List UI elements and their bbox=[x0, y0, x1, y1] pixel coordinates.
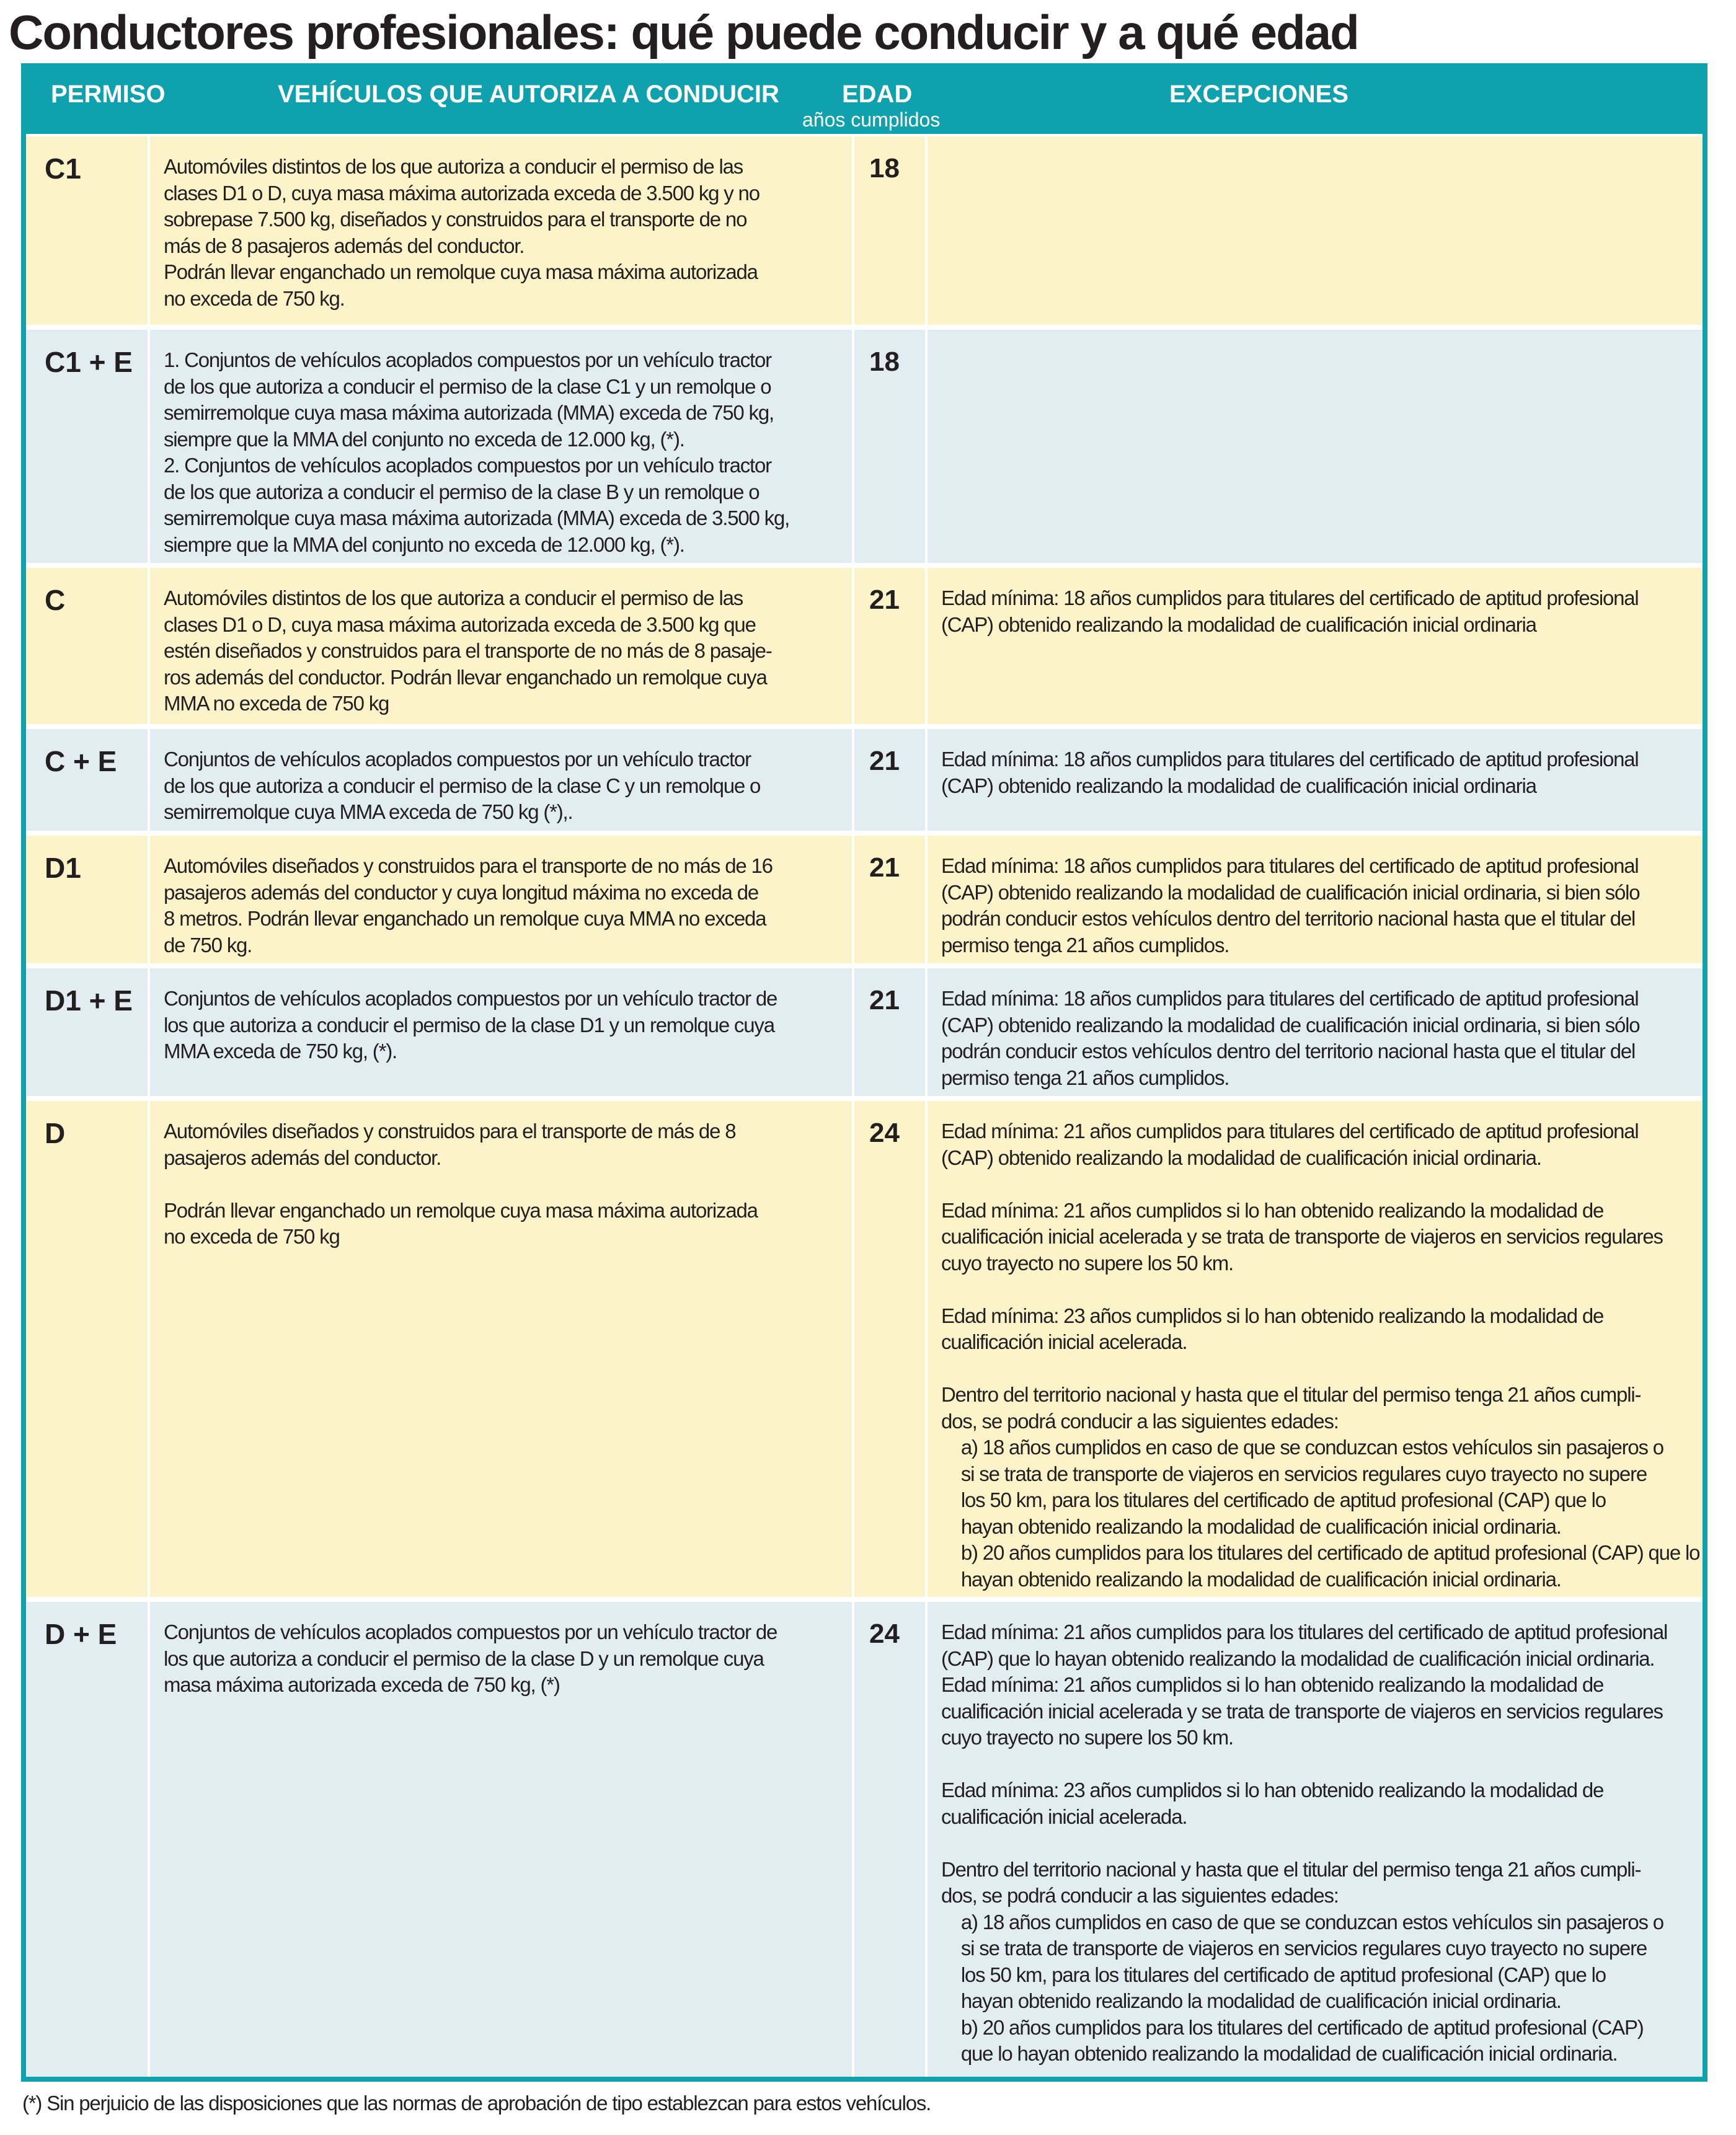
exceptions-text: Edad mínima: 21 años cumplidos para titulares del certificado de aptitud profesional (CAP) obtenido realizando la modalidad de cualificación inicial ordinaria. Edad mínima: 21 años cumplidos si lo han obtenido realizando la modalidad de cualificación inicial acelerada y se trata de transporte de viajeros en servicios regulares cuyo trayecto no supere los 50 km. Edad mínima: 23 años cumplidos si lo han obtenido realizando la modalidad de cualificación inicial acelerada. Dentro del territorio nacional y hasta que el titular del permiso tenga 21 años cumpli- dos, se podrá conducir a las siguientes edades: a) 18 años cumplidos en caso de que se conduzcan estos vehículos sin pasajeros o si se trata de transporte de viajeros en servicios regulares cuyo trayecto no supere los 50 km, para los titulares del certificado de aptitud profesional (CAP) que lo hayan obtenido realizando la modalidad de cualificación inicial ordinaria. b) 20 años cumplidos para los titulares del certificado de aptitud profesional (CAP) que lo hayan obtenido realizando la modalidad de cualificación inicial ordinaria. bbox=[941, 1120, 1700, 1591]
footnote: (*) Sin perjuicio de las disposiciones que las normas de aprobación de tipo establezcan para estos vehículos. bbox=[22, 2092, 931, 2115]
permit-cell bbox=[26, 136, 148, 325]
permit-cell bbox=[26, 968, 148, 1096]
table-row bbox=[26, 1101, 1703, 1602]
table-row bbox=[26, 330, 1703, 568]
vehicles-cell bbox=[150, 968, 852, 1096]
permit-code: D1 bbox=[45, 852, 81, 884]
age-cell bbox=[854, 836, 925, 963]
vehicles-cell bbox=[150, 330, 852, 563]
exceptions-cell bbox=[928, 1602, 1703, 2077]
page-title: Conductores profesionales: qué puede conducir y a qué edad bbox=[9, 5, 1358, 60]
table-header bbox=[26, 68, 1703, 134]
permit-code: C1 + E bbox=[45, 346, 133, 378]
age-cell bbox=[854, 1602, 925, 2077]
header-edad-sub: años cumplidos bbox=[802, 108, 941, 131]
age-cell bbox=[854, 330, 925, 563]
vehicles-cell bbox=[150, 136, 852, 325]
min-age: 24 bbox=[869, 1619, 900, 1649]
exceptions-text: Edad mínima: 21 años cumplidos para los titulares del certificado de aptitud profesional (CAP) que lo hayan obtenido realizando la modalidad de cualificación inicial ordinaria. Edad mínima: 21 años cumplidos si lo han obtenido realizando la modalidad de cualificación inicial acelerada y se trata de transporte de viajeros en servicios regulares cuyo trayecto no supere los 50 km. Edad mínima: 23 años cumplidos si lo han obtenido realizando la modalidad de cualificación inicial acelerada. Dentro del territorio nacional y hasta que el titular del permiso tenga 21 años cumpli- dos, se podrá conducir a las siguientes edades: a) 18 años cumplidos en caso de que se conduzcan estos vehículos sin pasajeros o si se trata de transporte de viajeros en servicios regulares cuyo trayecto no supere los 50 km, para los titulares del certificado de aptitud profesional (CAP) que lo hayan obtenido realizando la modalidad de cualificación inicial ordinaria. b) 20 años cumplidos para los titulares del certificado de aptitud profesional (CAP) que lo hayan obtenido realizando la modalidad de cualificación inicial ordinaria. bbox=[941, 1620, 1668, 2065]
permit-cell bbox=[26, 729, 148, 831]
vehicles-cell bbox=[150, 1602, 852, 2077]
exceptions-cell bbox=[928, 729, 1703, 831]
vehicles-text: Automóviles distintos de los que autoriza a conducir el permiso de las clases D1 o D, cuya masa máxima autorizada exceda de 3.500 kg y no sobrepase 7.500 kg, diseñados y construidos para el transporte de no más de 8 pasajeros además del conductor. Podrán llevar enganchado un remolque cuya masa máxima autorizada no exceda de 750 kg. bbox=[164, 155, 760, 310]
exceptions-cell bbox=[928, 568, 1703, 724]
header-vehiculos: VEHÍCULOS QUE AUTORIZA A CONDUCIR bbox=[278, 81, 779, 108]
age-cell bbox=[854, 968, 925, 1096]
table-row bbox=[26, 568, 1703, 729]
permit-cell bbox=[26, 1101, 148, 1597]
permit-code: C1 bbox=[45, 152, 81, 185]
exceptions-text: Edad mínima: 18 años cumplidos para titulares del certificado de aptitud profesional (CAP) obtenido realizando la modalidad de cualificación inicial ordinaria bbox=[941, 586, 1639, 636]
exceptions-cell bbox=[928, 136, 1703, 325]
vehicles-cell bbox=[150, 1101, 852, 1597]
min-age: 21 bbox=[869, 746, 900, 776]
min-age: 18 bbox=[869, 347, 900, 377]
exceptions-text: Edad mínima: 18 años cumplidos para titulares del certificado de aptitud profesional (CAP) obtenido realizando la modalidad de cualificación inicial ordinaria, si bien sólo podrán conducir estos vehículos dentro del territorio nacional hasta que el titular del permiso tenga 21 años cumplidos. bbox=[941, 987, 1640, 1089]
age-cell bbox=[854, 1101, 925, 1597]
permit-code: D + E bbox=[45, 1618, 117, 1650]
age-cell bbox=[854, 568, 925, 724]
table-row bbox=[26, 1602, 1703, 2077]
vehicles-text: Conjuntos de vehículos acoplados compuestos por un vehículo tractor de los que autoriza a conducir el permiso de la clase C y un remolque o semirremolque cuya MMA exceda de 750 kg (*),. bbox=[164, 748, 761, 823]
vehicles-cell bbox=[150, 836, 852, 963]
vehicles-text: Automóviles diseñados y construidos para el transporte de más de 8 pasajeros además del conductor. Podrán llevar enganchado un remolque cuya masa máxima autorizada no exceda de 750 kg bbox=[164, 1120, 758, 1248]
min-age: 24 bbox=[869, 1118, 900, 1148]
licenses-table bbox=[21, 63, 1707, 2082]
permit-cell bbox=[26, 568, 148, 724]
permit-code: C + E bbox=[45, 745, 117, 777]
header-edad: EDAD bbox=[842, 81, 913, 108]
permit-code: C bbox=[45, 584, 66, 616]
table-row bbox=[26, 836, 1703, 968]
exceptions-cell bbox=[928, 330, 1703, 563]
table-row bbox=[26, 968, 1703, 1101]
permit-cell bbox=[26, 1602, 148, 2077]
min-age: 21 bbox=[869, 852, 900, 883]
vehicles-text: Automóviles diseñados y construidos para el transporte de no más de 16 pasajeros además del conductor y cuya longitud máxima no exceda de 8 metros. Podrán llevar enganchado un remolque cuya MMA no exceda de 750 kg. bbox=[164, 854, 773, 957]
exceptions-text: Edad mínima: 18 años cumplidos para titulares del certificado de aptitud profesional (CAP) obtenido realizando la modalidad de cualificación inicial ordinaria bbox=[941, 748, 1639, 797]
exceptions-cell bbox=[928, 968, 1703, 1096]
table-row bbox=[26, 729, 1703, 836]
header-excepciones: EXCEPCIONES bbox=[1169, 81, 1348, 108]
permit-cell bbox=[26, 836, 148, 963]
min-age: 21 bbox=[869, 985, 900, 1015]
permit-cell bbox=[26, 330, 148, 563]
vehicles-cell bbox=[150, 568, 852, 724]
age-cell bbox=[854, 729, 925, 831]
vehicles-text: 1. Conjuntos de vehículos acoplados compuestos por un vehículo tractor de los que autoriza a conducir el permiso de la clase C1 y un remolque o semirremolque cuya masa máxima autorizada (MMA) exceda de 750 kg, siempre que la MMA del conjunto no exceda de 12.000 kg, (*). 2. Conjuntos de vehículos acoplados compuestos por un vehículo tractor de los que autoriza a conducir el permiso de la clase B y un remolque o semirremolque cuya masa máxima autorizada (MMA) exceda de 3.500 kg, siempre que la MMA del conjunto no exceda de 12.000 kg, (*). bbox=[164, 348, 790, 556]
min-age: 18 bbox=[869, 153, 900, 183]
exceptions-cell bbox=[928, 1101, 1703, 1597]
permit-code: D1 + E bbox=[45, 984, 133, 1017]
header-permiso: PERMISO bbox=[51, 81, 166, 108]
table-row bbox=[26, 136, 1703, 330]
vehicles-text: Conjuntos de vehículos acoplados compuestos por un vehículo tractor de los que autoriza a conducir el permiso de la clase D y un remolque cuya masa máxima autorizada exceda de 750 kg, (*) bbox=[164, 1620, 777, 1696]
vehicles-text: Conjuntos de vehículos acoplados compuestos por un vehículo tractor de los que autoriza a conducir el permiso de la clase D1 y un remolque cuya MMA exceda de 750 kg, (*). bbox=[164, 987, 777, 1063]
exceptions-text: Edad mínima: 18 años cumplidos para titulares del certificado de aptitud profesional (CAP) obtenido realizando la modalidad de cualificación inicial ordinaria, si bien sólo podrán conducir estos vehículos dentro del territorio nacional hasta que el titular del permiso tenga 21 años cumplidos. bbox=[941, 854, 1640, 957]
vehicles-text: Automóviles distintos de los que autoriza a conducir el permiso de las clases D1 o D, cuya masa máxima autorizada exceda de 3.500 kg que estén diseñados y construidos para el transporte de no más de 8 pasaje- ros además del conductor. Podrán llevar enganchado un remolque cuya MMA no exceda de 750 kg bbox=[164, 586, 772, 715]
permit-code: D bbox=[45, 1117, 66, 1149]
min-age: 21 bbox=[869, 585, 900, 615]
vehicles-cell bbox=[150, 729, 852, 831]
age-cell bbox=[854, 136, 925, 325]
exceptions-cell bbox=[928, 836, 1703, 963]
